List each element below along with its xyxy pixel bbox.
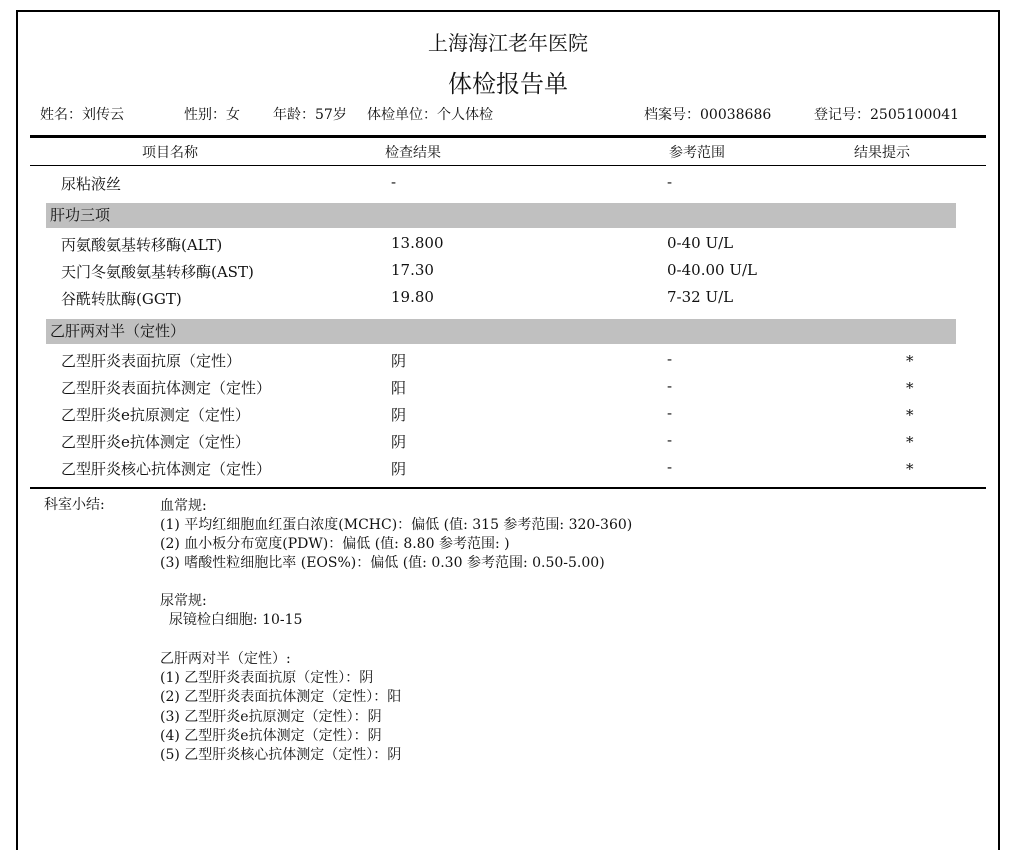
header-bottom-rule bbox=[30, 165, 986, 166]
column-header-result: 检查结果 bbox=[385, 145, 441, 161]
abnormal-marker: * bbox=[906, 433, 914, 451]
item-result: 阴 bbox=[391, 406, 407, 424]
item-range: 0-40 U/L bbox=[667, 234, 734, 252]
item-name: 乙型肝炎e抗体测定（定性） bbox=[61, 433, 250, 451]
item-result: 13.800 bbox=[391, 234, 444, 252]
item-name: 丙氨酸氨基转移酶(ALT) bbox=[61, 236, 223, 254]
patient-gender: 性别：女 bbox=[184, 107, 240, 123]
abnormal-marker: * bbox=[906, 352, 914, 370]
summary-label: 科室小结: bbox=[44, 497, 105, 513]
item-result: 17.30 bbox=[391, 261, 434, 279]
item-result: - bbox=[391, 173, 397, 191]
file-number: 档案号：00038686 bbox=[644, 107, 772, 123]
item-result: 阴 bbox=[391, 433, 407, 451]
summary-line: (1) 平均红细胞血红蛋白浓度(MCHC)：偏低 (值: 315 参考范围: 320-360) bbox=[160, 517, 633, 533]
item-range: - bbox=[667, 404, 673, 422]
item-name: 乙型肝炎e抗原测定（定性） bbox=[61, 406, 250, 424]
abnormal-marker: * bbox=[906, 460, 914, 478]
section-header-liver: 肝功三项 bbox=[46, 203, 956, 228]
item-range: - bbox=[667, 350, 673, 368]
hospital-name: 上海海江老年医院 bbox=[428, 31, 588, 55]
summary-line: (4) 乙型肝炎e抗体测定（定性）：阴 bbox=[160, 728, 382, 744]
abnormal-marker: * bbox=[906, 379, 914, 397]
table-bottom-rule bbox=[30, 487, 986, 489]
section-header-hbv: 乙肝两对半（定性） bbox=[46, 319, 956, 344]
abnormal-marker: * bbox=[906, 406, 914, 424]
summary-line: (2) 血小板分布宽度(PDW)：偏低 (值: 8.80 参考范围: ) bbox=[160, 536, 510, 552]
registration-number: 登记号：2505100041 bbox=[814, 107, 960, 123]
summary-line: (3) 乙型肝炎e抗原测定（定性）：阴 bbox=[160, 709, 382, 725]
item-name: 乙型肝炎表面抗体测定（定性） bbox=[61, 379, 272, 397]
item-result: 阴 bbox=[391, 460, 407, 478]
item-range: - bbox=[667, 173, 673, 191]
item-name: 乙型肝炎核心抗体测定（定性） bbox=[61, 460, 272, 478]
summary-line: 尿常规: bbox=[160, 593, 207, 609]
summary-line: (3) 嗜酸性粒细胞比率 (EOS%)：偏低 (值: 0.30 参考范围: 0.50-5.00) bbox=[160, 555, 605, 571]
item-range: - bbox=[667, 458, 673, 476]
item-result: 19.80 bbox=[391, 288, 434, 306]
item-range: - bbox=[667, 431, 673, 449]
summary-line: 尿镜检白细胞: 10-15 bbox=[160, 612, 303, 628]
summary-line: (1) 乙型肝炎表面抗原（定性）：阴 bbox=[160, 670, 374, 686]
column-header-range: 参考范围 bbox=[669, 145, 725, 161]
summary-line: (2) 乙型肝炎表面抗体测定（定性）：阳 bbox=[160, 689, 402, 705]
item-range: 7-32 U/L bbox=[667, 288, 734, 306]
patient-unit: 体检单位：个人体检 bbox=[367, 107, 493, 123]
column-header-item: 项目名称 bbox=[142, 145, 198, 161]
patient-name: 姓名：刘传云 bbox=[40, 107, 124, 123]
header-top-rule bbox=[30, 135, 986, 138]
summary-line: 乙肝两对半（定性）: bbox=[160, 651, 291, 667]
summary-line: (5) 乙型肝炎核心抗体测定（定性）：阴 bbox=[160, 747, 402, 763]
item-result: 阴 bbox=[391, 352, 407, 370]
item-range: - bbox=[667, 377, 673, 395]
column-header-hint: 结果提示 bbox=[854, 145, 910, 161]
report-title: 体检报告单 bbox=[448, 70, 568, 98]
patient-age: 年龄：57岁 bbox=[273, 107, 347, 123]
item-range: 0-40.00 U/L bbox=[667, 261, 757, 279]
item-name: 乙型肝炎表面抗原（定性） bbox=[61, 352, 242, 370]
summary-line: 血常规: bbox=[160, 498, 207, 514]
item-name: 天门冬氨酸氨基转移酶(AST) bbox=[61, 263, 254, 281]
item-result: 阳 bbox=[391, 379, 407, 397]
item-name: 尿粘液丝 bbox=[61, 175, 122, 193]
item-name: 谷酰转肽酶(GGT) bbox=[61, 290, 182, 308]
